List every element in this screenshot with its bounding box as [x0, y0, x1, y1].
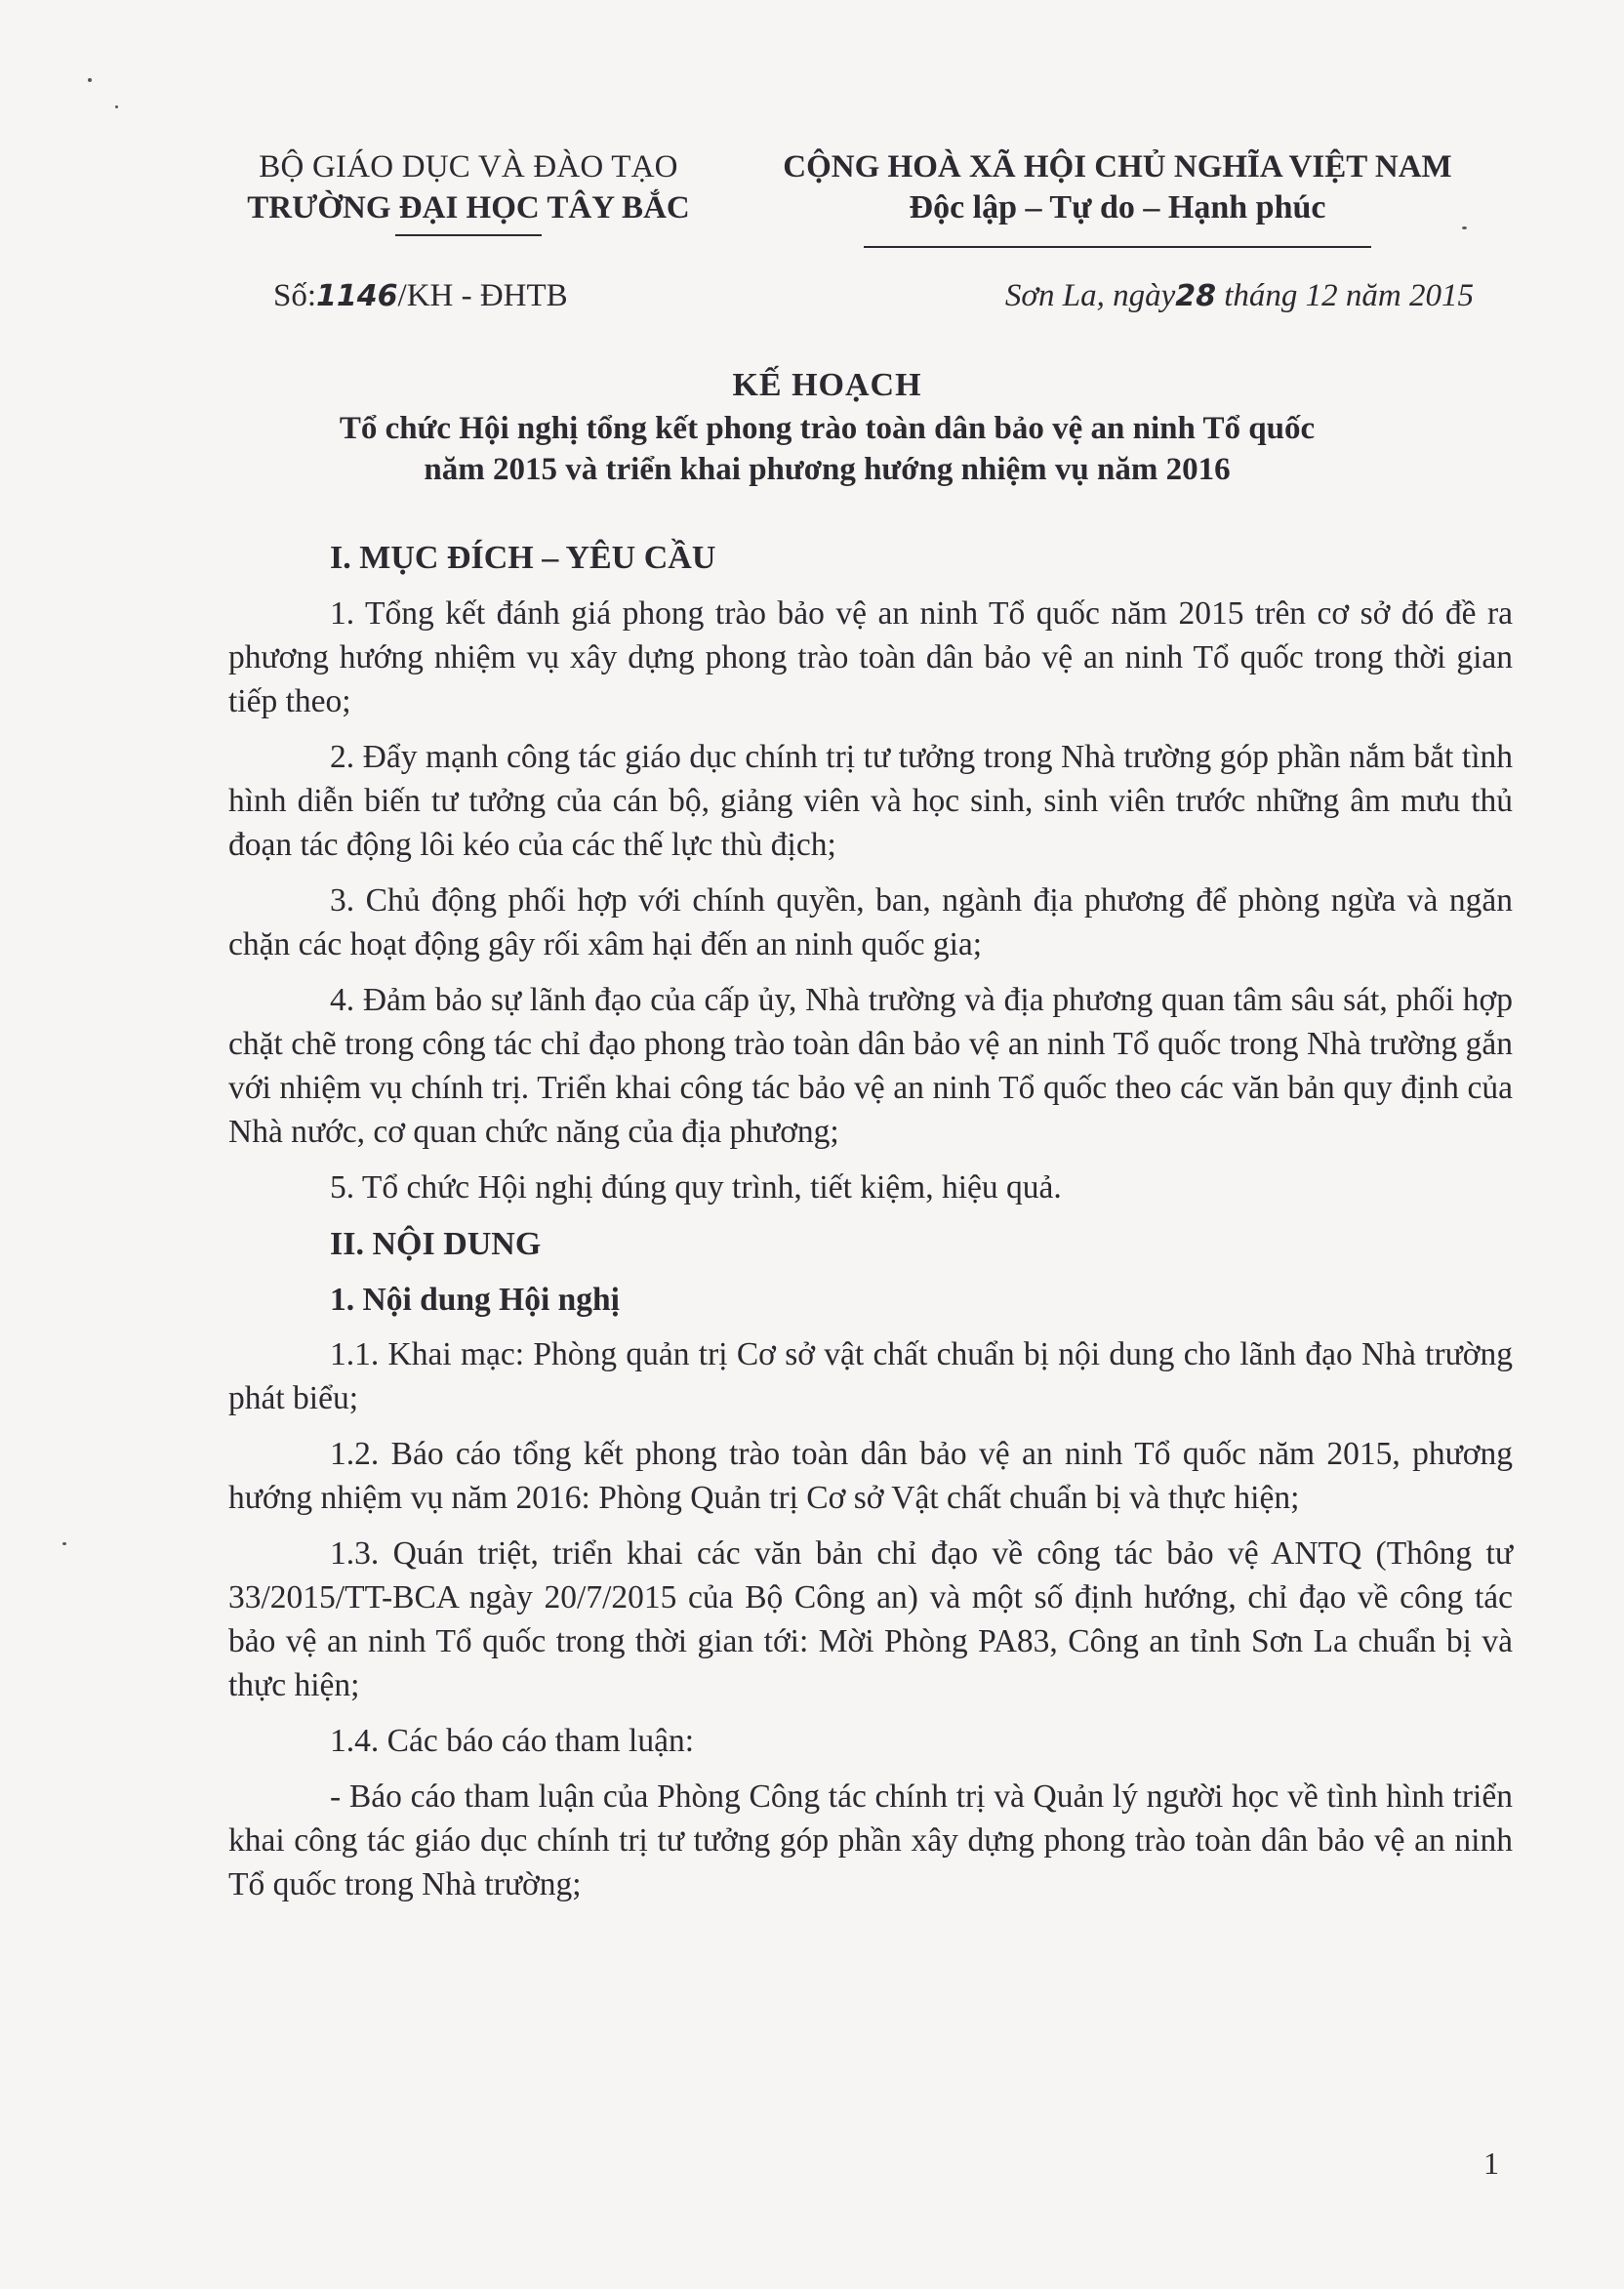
national-motto: Độc lập – Tự do – Hạnh phúc	[909, 189, 1326, 225]
document-number-prefix: Số:	[273, 278, 317, 313]
document-date-prefix: Sơn La, ngày	[1004, 278, 1176, 313]
section-1-heading: I. MỤC ĐÍCH – YÊU CẦU	[330, 540, 716, 576]
scan-speck	[62, 1542, 66, 1545]
agency-underline	[395, 234, 542, 236]
section-2-subheading: 1. Nội dung Hội nghị	[330, 1282, 620, 1318]
document-title	[176, 363, 1479, 490]
section-1-item: 5. Tổ chức Hội nghị đúng quy trình, tiết kiệm, hiệu quả.	[330, 1169, 1062, 1206]
scan-speck	[115, 105, 118, 108]
section-2-item: 1.3. Quán triệt, triển khai các văn bản chỉ đạo về công tác bảo vệ ANTQ (Thông tư 33/2015/TT-BCA ngày 20/7/2015 của Bộ Công an) và một số định hướng, chỉ đạo về công tác bảo vệ an ninh Tổ quốc trong thời gian tới: Mời Phòng PA83, Công an tỉnh Sơn La chuẩn bị và thực hiện;	[228, 1535, 1513, 1703]
section-1-item: 4. Đảm bảo sự lãnh đạo của cấp ủy, Nhà trường và địa phương quan tâm sâu sát, phối hợp chặt chẽ trong công tác chỉ đạo phong trào toàn dân bảo vệ an ninh Tổ quốc trong Nhà trường gắn với nhiệm vụ chính trị. Triển khai công tác bảo vệ an ninh Tổ quốc theo các văn bản quy định của Nhà nước, cơ quan chức năng của địa phương;	[228, 982, 1513, 1150]
document-date	[927, 275, 1474, 317]
section-2-item: - Báo cáo tham luận của Phòng Công tác chính trị và Quản lý người học về tình hình triển khai công tác giáo dục chính trị tư tưởng góp phần xây dựng phong trào toàn dân bảo vệ an ninh Tổ quốc trong Nhà trường;	[228, 1778, 1513, 1902]
section-1-item: 2. Đẩy mạnh công tác giáo dục chính trị tư tưởng trong Nhà trường góp phần nắm bắt tình hình diễn biến tư tưởng của cán bộ, giảng viên và học sinh, sinh viên trước những âm mưu thủ đoạn tác động lôi kéo của các thế lực thù địch;	[228, 739, 1513, 863]
section-2-item: 1.1. Khai mạc: Phòng quản trị Cơ sở vật chất chuẩn bị nội dung cho lãnh đạo Nhà trường phát biểu;	[228, 1336, 1513, 1416]
republic-name: CỘNG HOÀ XÃ HỘI CHỦ NGHĨA VIỆT NAM	[783, 149, 1452, 184]
issuing-agency-block	[195, 146, 742, 236]
document-number-suffix: /KH - ĐHTB	[397, 278, 568, 313]
section-2-item: 1.4. Các báo cáo tham luận:	[330, 1723, 695, 1759]
scan-speck	[88, 78, 92, 82]
national-title-block	[742, 146, 1493, 248]
handwritten-day: 28	[1175, 279, 1216, 313]
university-name: TRƯỜNG ĐẠI HỌC TÂY BẮC	[247, 190, 690, 225]
title-line-2: Tổ chức Hội nghị tổng kết phong trào toàn dân bảo vệ an ninh Tổ quốc	[339, 411, 1316, 446]
section-2-item: 1.2. Báo cáo tổng kết phong trào toàn dân bảo vệ an ninh Tổ quốc năm 2015, phương hướng nhiệm vụ năm 2016: Phòng Quản trị Cơ sở Vật chất chuẩn bị và thực hiện;	[228, 1436, 1513, 1516]
motto-underline	[864, 246, 1371, 248]
document-date-suffix: tháng 12 năm 2015	[1216, 278, 1474, 313]
title-line-3: năm 2015 và triển khai phương hướng nhiệm vụ năm 2016	[424, 452, 1231, 487]
section-2-heading: II. NỘI DUNG	[330, 1226, 542, 1262]
section-1-item: 3. Chủ động phối hợp với chính quyền, ban, ngành địa phương để phòng ngừa và ngăn chặn các hoạt động gây rối xâm hại đến an ninh quốc gia;	[228, 882, 1513, 962]
document-number	[273, 275, 568, 317]
section-1-item: 1. Tổng kết đánh giá phong trào bảo vệ an ninh Tổ quốc năm 2015 trên cơ sở đó đề ra phương hướng nhiệm vụ xây dựng phong trào toàn dân bảo vệ an ninh Tổ quốc trong thời gian tiếp theo;	[228, 595, 1513, 719]
scan-speck	[1462, 226, 1467, 229]
ministry-name: BỘ GIÁO DỤC VÀ ĐÀO TẠO	[259, 149, 678, 184]
page-number: 1	[1483, 2146, 1499, 2181]
document-body	[228, 535, 1513, 1918]
title-line-1: KẾ HOẠCH	[732, 367, 922, 403]
handwritten-number: 1146	[316, 279, 398, 313]
